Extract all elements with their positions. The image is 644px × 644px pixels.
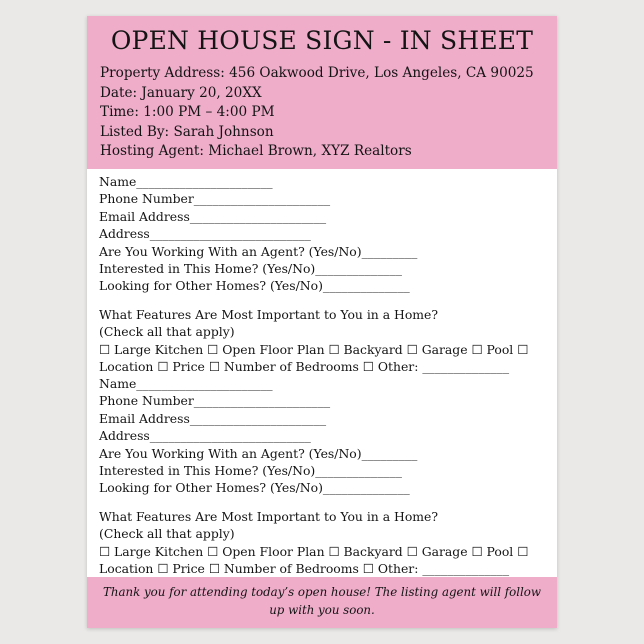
hosting-agent: Hosting Agent: Michael Brown, XYZ Realtors xyxy=(100,143,412,159)
name-field[interactable]: Name______________________ xyxy=(99,174,273,189)
email-field[interactable]: Email Address______________________ xyxy=(99,410,327,426)
header-band xyxy=(87,16,557,169)
looking-question[interactable]: Looking for Other Homes? (Yes/No)______________ xyxy=(99,480,410,496)
interest-question[interactable]: Interested in This Home? (Yes/No)______________ xyxy=(99,463,402,479)
phone-field[interactable]: Phone Number______________________ xyxy=(99,393,331,409)
footer-band xyxy=(87,577,557,628)
name-field[interactable]: Name______________________ xyxy=(99,376,273,391)
check-note: (Check all that apply) xyxy=(99,526,235,542)
thank-you-message: Thank you for attending today’s open house! The listing agent will follow up with you soon. xyxy=(103,585,541,617)
property-info xyxy=(100,64,534,162)
check-note: (Check all that apply) xyxy=(99,324,235,340)
property-address: Property Address: 456 Oakwood Drive, Los Angeles, CA 90025 xyxy=(100,65,534,81)
event-time: Time: 1:00 PM – 4:00 PM xyxy=(100,104,275,120)
interest-question[interactable]: Interested in This Home? (Yes/No)______________ xyxy=(99,261,402,277)
feature-options-row-2[interactable]: Location ☐ Price ☐ Number of Bedrooms ☐ Other: ______________ xyxy=(99,561,510,577)
agent-question[interactable]: Are You Working With an Agent? (Yes/No)_________ xyxy=(99,243,418,259)
feature-options-row-1[interactable]: ☐ Large Kitchen ☐ Open Floor Plan ☐ Backyard ☐ Garage ☐ Pool ☐ xyxy=(99,341,529,357)
address-field[interactable]: Address__________________________ xyxy=(99,428,311,444)
visitor-entry-2 xyxy=(99,375,528,577)
features-question: What Features Are Most Important to You in a Home? xyxy=(99,508,439,524)
feature-options-row-1[interactable]: ☐ Large Kitchen ☐ Open Floor Plan ☐ Backyard ☐ Garage ☐ Pool ☐ xyxy=(99,543,529,559)
agent-question[interactable]: Are You Working With an Agent? (Yes/No)_________ xyxy=(99,445,418,461)
sheet-title: OPEN HOUSE SIGN - IN SHEET xyxy=(110,26,534,55)
email-field[interactable]: Email Address______________________ xyxy=(99,208,327,224)
sign-in-sheet xyxy=(87,16,557,628)
address-field[interactable]: Address__________________________ xyxy=(99,226,311,242)
phone-field[interactable]: Phone Number______________________ xyxy=(99,191,331,207)
listed-by: Listed By: Sarah Johnson xyxy=(100,123,274,140)
feature-options-row-2[interactable]: Location ☐ Price ☐ Number of Bedrooms ☐ Other: ______________ xyxy=(99,359,510,375)
features-question: What Features Are Most Important to You in a Home? xyxy=(99,306,439,322)
looking-question[interactable]: Looking for Other Homes? (Yes/No)______________ xyxy=(99,278,410,294)
event-date: Date: January 20, 20XX xyxy=(100,84,262,101)
visitor-entry-1 xyxy=(99,173,528,375)
